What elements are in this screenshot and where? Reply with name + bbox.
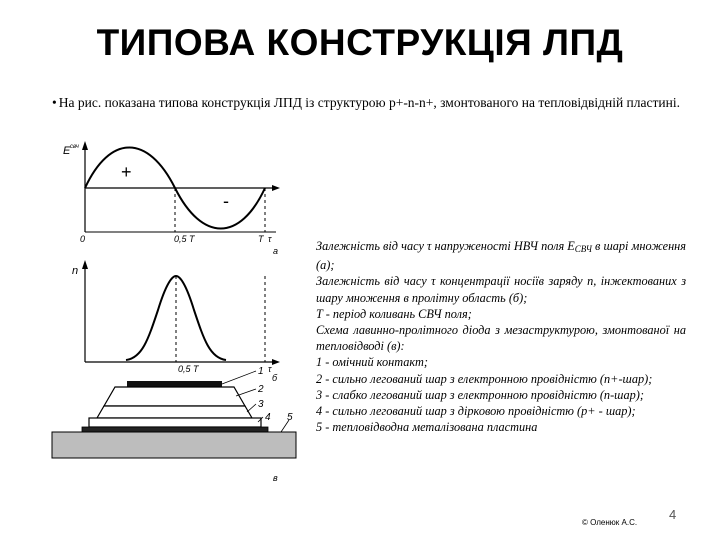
panel-a-x-arrow: [272, 185, 280, 191]
panel-a: [63, 141, 280, 256]
panel-a-y-label: E: [63, 145, 71, 157]
layer-n: [97, 406, 252, 418]
plus-sign: +: [121, 162, 132, 182]
panel-a-y-arrow: [82, 141, 88, 150]
caption-item-1: 1 - омічний контакт;: [316, 355, 428, 370]
panel-c-label-4: 4: [265, 412, 271, 423]
panel-b-label: б: [272, 373, 278, 383]
leader-1: [222, 371, 256, 384]
page-number: 4: [669, 507, 677, 522]
leader-3: [247, 404, 256, 412]
layer-n-plus: [104, 387, 245, 406]
panel-a-tick-zero: 0: [80, 234, 86, 244]
caption-line-t: T - період коливань СВЧ поля;: [316, 306, 472, 321]
caption-line-a: Залежність від часу τ напруженості НВЧ поля $E_{СВЧ}$ в шарі множення (а);: [316, 239, 686, 273]
panel-b-tick-half: 0,5 T: [178, 364, 199, 374]
panel-b-y-arrow: [82, 260, 88, 269]
panel-c-label: в: [273, 473, 278, 483]
caption-line-c: Схема лавинно-пролітного діода з мезаструктурою, змонтованої на тепловідводі (в):: [316, 323, 686, 354]
caption-item-2: 2 - сильно легований шар з електронною провідністю (n+-шар);: [316, 371, 653, 386]
panel-c-label-1: 1: [258, 366, 264, 377]
caption-line-b: Залежність від часу τ концентрації носіїв заряду n, інжектованих з шару множення в пролітну область (б);: [316, 274, 686, 305]
footer-copyright: © Оленюк А.С.: [582, 518, 638, 527]
panel-b-y-label: n: [72, 265, 79, 277]
panel-a-tick-tau: τ: [268, 234, 272, 244]
caption-item-5: 5 - тепловідводна металізована пластина: [316, 420, 538, 435]
metal-film: [82, 427, 268, 432]
intro-text: На рис. показана типова конструкція ЛПД із структурою p+-n-n+, змонтованого на тепловідвідній пластині.: [58, 95, 680, 110]
panel-c-label-3: 3: [258, 399, 264, 410]
panel-b-x-arrow: [272, 359, 280, 365]
caption-item-4: 4 - сильно легований шар з дірковою провідністю (p+ - шар);: [316, 404, 636, 419]
panel-a-label: а: [273, 246, 279, 256]
panel-c-label-2: 2: [258, 384, 264, 395]
panel-b: [72, 260, 280, 383]
panel-b-tick-tau: τ: [268, 364, 272, 374]
bullet: •: [52, 95, 57, 110]
slide-title: ТИПОВА КОНСТРУКЦІЯ ЛПД: [96, 22, 624, 63]
figure-caption: [316, 238, 686, 435]
heat-sink: [52, 432, 296, 458]
ohmic-contact: [127, 381, 222, 387]
panel-a-tick-t: T: [258, 234, 264, 244]
caption-item-3: 3 - слабко легований шар з електронною провідністю (n-шар);: [316, 387, 644, 402]
panel-c: [52, 366, 296, 483]
minus-sign: -: [223, 191, 229, 211]
panel-a-y-sub: свч: [70, 144, 79, 150]
panel-c-label-5: 5: [287, 412, 293, 423]
panel-a-tick-half: 0,5 T: [174, 234, 195, 244]
layer-p-plus: [89, 418, 261, 427]
leader-2: [236, 389, 256, 396]
